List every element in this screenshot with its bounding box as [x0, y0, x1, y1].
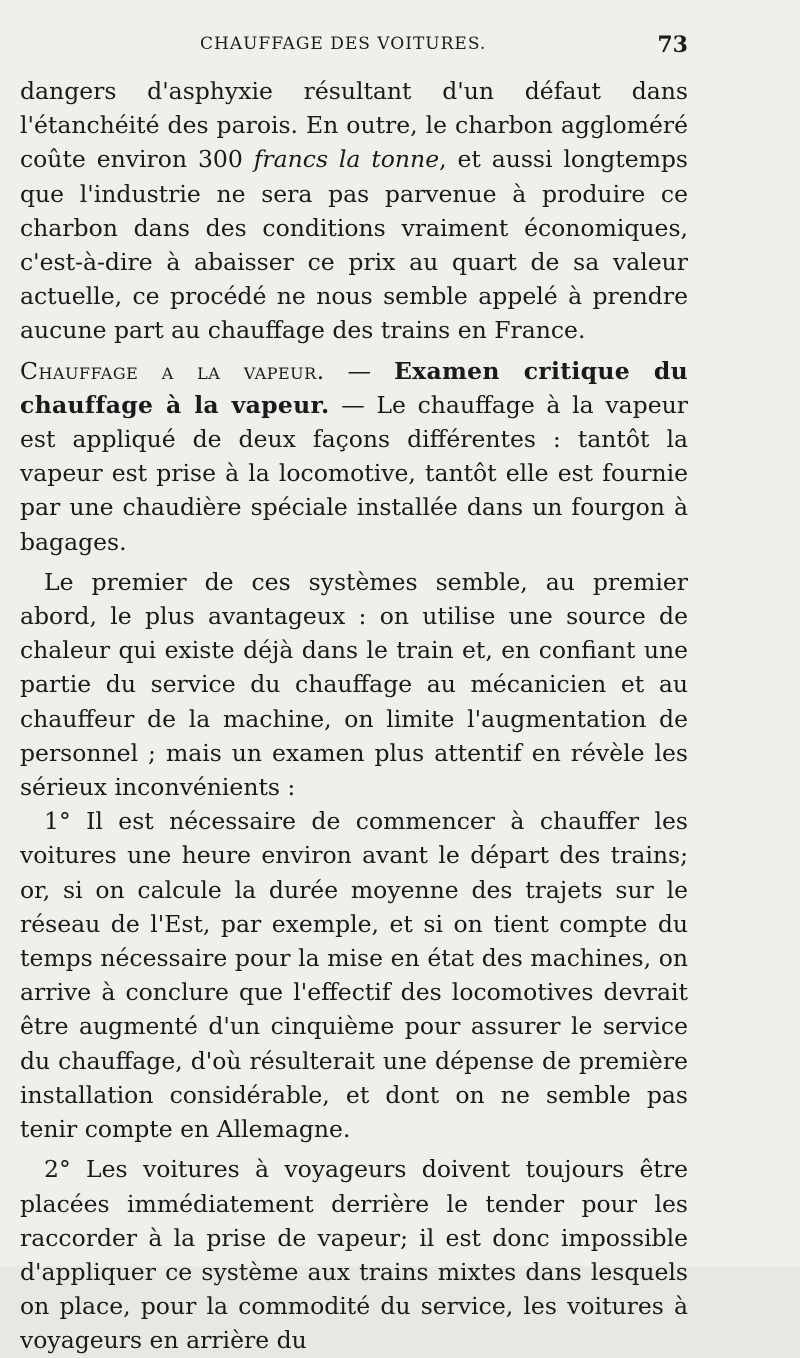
running-head: [0, 34, 800, 64]
p1-text-start: dangers d'asphyxie résultant d'un défaut dans l'étanchéité des parois. En outre, le charbon aggloméré coûte environ 300: [20, 77, 688, 174]
section-heading: Chauffage a la vapeur.: [20, 356, 325, 385]
paragraph-5: 2° Les voitures à voyageurs doivent toujours être placées immédiatement derrière le tender pour les raccorder à la prise de vapeur; il est donc impossible d'appliquer ce système aux trains mixtes dans lesquels on place, pour la commodité du service, les voitures à voyageurs en arrière du: [20, 1155, 688, 1355]
p1-italic-price: francs la tonne: [253, 145, 440, 174]
subsection-heading: Examen critique du chauffage à la vapeur.: [20, 356, 688, 419]
body-text: [20, 74, 688, 1358]
paragraph-3: Le premier de ces systèmes semble, au premier abord, le plus avantageux : on utilise une source de chaleur qui existe déjà dans le train et, en confiant une partie du service du chauffage au mécanicien et au chauffeur de la machine, on limite l'augmentation de personnel ; mais un examen plus attentif en révèle les sérieux inconvénients :: [20, 567, 688, 802]
paragraph-4: 1° Il est nécessaire de commencer à chauffer les voitures une heure environ avant le départ des trains; or, si on calcule la durée moyenne des trajets sur le réseau de l'Est, par exemple, et si on tient compte du temps nécessaire pour la mise en état des machines, on arrive à conclure que l'effectif des locomotives devrait être augmenté d'un cinquième pour assurer le service du chauffage, d'où résulterait une dépense de première installation considérable, et dont on ne semble pas tenir compte en Allemagne.: [20, 807, 688, 1144]
running-title: CHAUFFAGE DES VOITURES.: [200, 34, 487, 54]
paragraph-2: [20, 354, 688, 559]
paragraph-1: [20, 74, 688, 348]
p2-text: — Le chauffage à la vapeur est appliqué de deux façons différentes : tantôt la vapeur est prise à la locomotive, tantôt elle est fournie par une chaudière spéciale installée dans un fourgon à bagages.: [20, 390, 688, 556]
page-number: 73: [657, 32, 688, 58]
p1-text-end: , et aussi longtemps que l'industrie ne sera pas parvenue à produire ce charbon dans des conditions vraiment économiques, c'est-à-dire à abaisser ce prix au quart de sa valeur actuelle, ce procédé ne nous semble appelé à prendre aucune part au chauffage des trains en France.: [20, 145, 688, 345]
heading-dash: —: [324, 356, 394, 385]
